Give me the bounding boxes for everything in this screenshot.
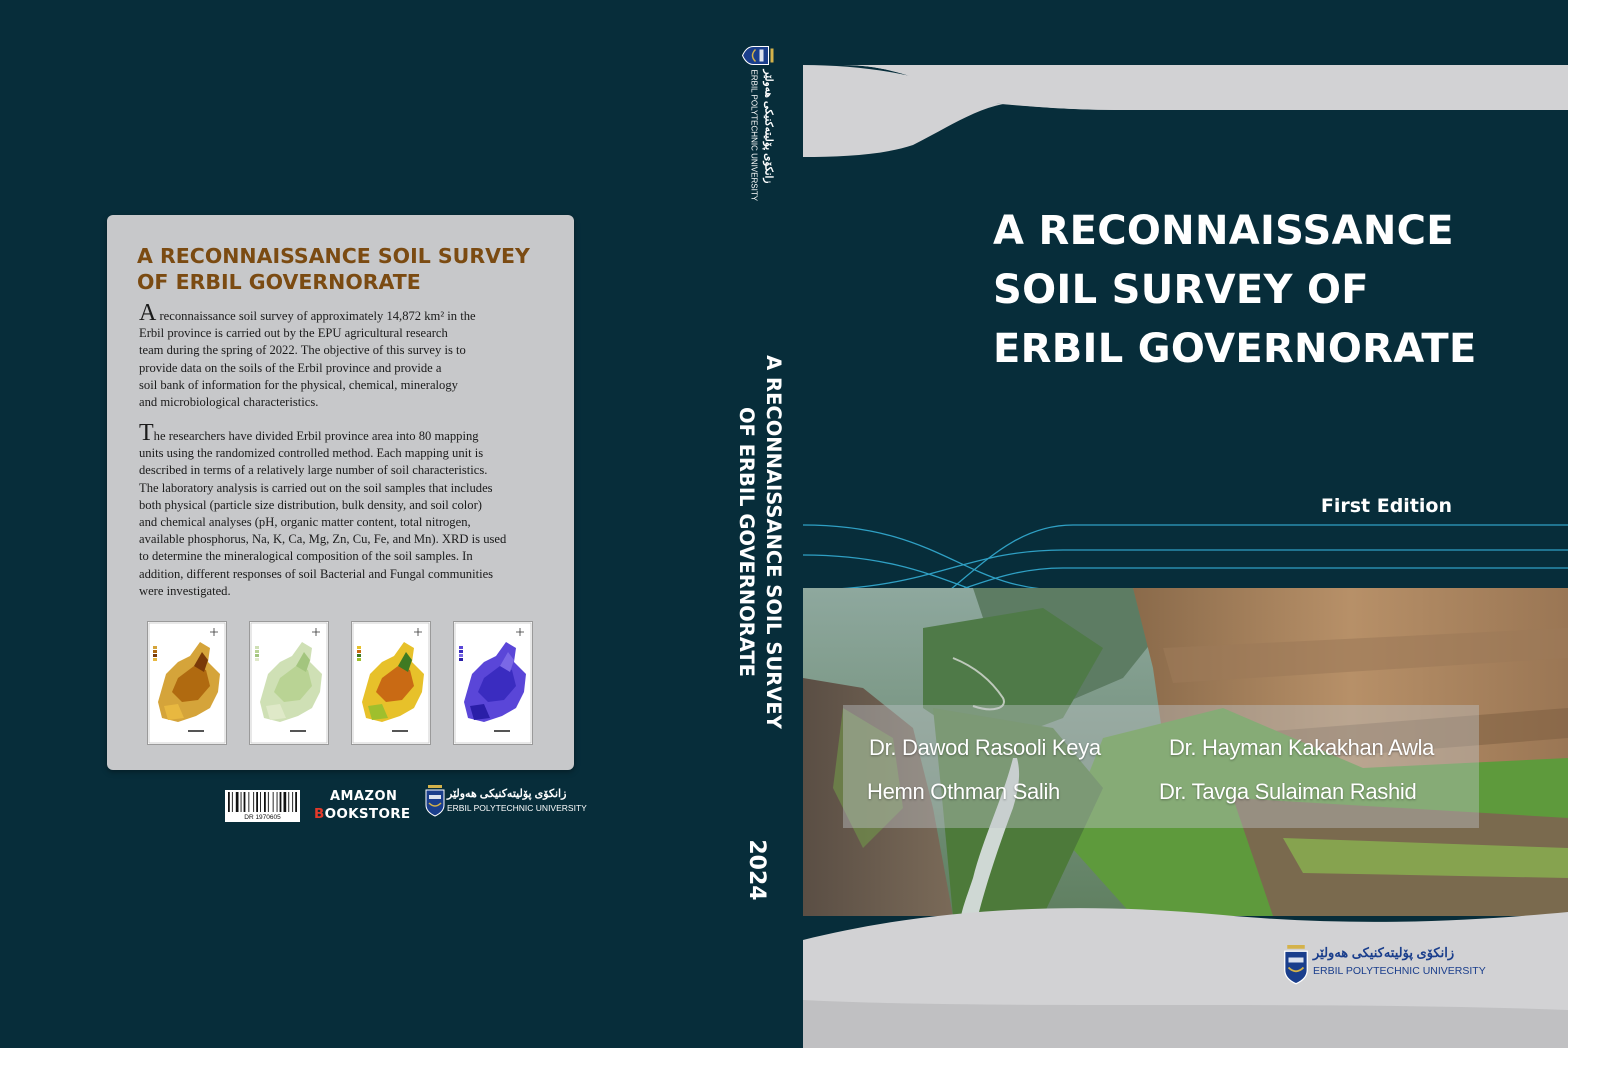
author-name: Dr. Dawod Rasooli Keya (869, 735, 1101, 760)
soil-map-3 (351, 621, 431, 745)
paragraph-line: he researchers have divided Erbil province area into 80 mapping (153, 429, 479, 443)
university-shield-icon (742, 46, 774, 66)
author-name: Dr. Tavga Sulaiman Rashid (1159, 779, 1417, 804)
author-name: Hemn Othman Salih (867, 779, 1060, 804)
soil-map-4-graphic (454, 622, 532, 744)
front-university-name-arabic: زانکۆی پۆلیتەکنیکی هەولێر (1313, 945, 1455, 960)
soil-map-3-graphic (352, 622, 430, 744)
front-title (993, 202, 1553, 379)
back-title-line: A RECONNAISSANCE SOIL SURVEY (137, 244, 530, 268)
paragraph-line: both physical (particle size distribution, bulk density, and soil color) (139, 497, 482, 512)
spine-university-logo (735, 55, 781, 202)
bookstore-rest: OOKSTORE (324, 806, 411, 822)
spine-title-line: A RECONNAISSANCE SOIL SURVEY (762, 355, 785, 729)
front-university-name-english: ERBIL POLYTECHNIC UNIVERSITY (1313, 965, 1486, 977)
author-name: Dr. Hayman Kakakhan Awla (1169, 735, 1435, 760)
paragraph-line: and chemical analyses (pH, organic matter content, total nitrogen, (139, 515, 471, 530)
soil-map-2 (249, 621, 329, 745)
soil-map-thumbnails (147, 621, 537, 745)
top-wave-decoration (803, 0, 1568, 170)
back-title-line: OF ERBIL GOVERNORATE (137, 270, 421, 294)
dropcap: A (139, 300, 157, 326)
barcode-bars (225, 790, 300, 814)
amazon-bookstore-logo (314, 789, 414, 825)
spine-university-name-english: ERBIL POLYTECHNIC UNIVERSITY (749, 69, 759, 202)
front-title-line: SOIL SURVEY OF (993, 267, 1369, 313)
university-name-english: ERBIL POLYTECHNIC UNIVERSITY (447, 803, 587, 813)
university-name-arabic: زانکۆی پۆلیتەکنیکی هەولێر (447, 788, 567, 800)
soil-map-4 (453, 621, 533, 745)
spine-logo-rotated (740, 46, 776, 202)
paragraph-line: The laboratory analysis is carried out on the soil samples that includes (139, 480, 493, 495)
paragraph-line: Erbil province is carried out by the EPU agricultural research (139, 326, 448, 341)
paragraph-line: to determine the mineralogical composition of the soil samples. In (139, 549, 473, 564)
barcode-number: DR 1970605 (244, 814, 281, 821)
spine-year-text: 2024 (744, 839, 769, 901)
summary-paragraph-1 (139, 300, 559, 411)
front-university-logo (1283, 945, 1486, 987)
paragraph-line: units using the randomized controlled method. Each mapping unit is (139, 446, 484, 461)
summary-paragraph-2 (139, 420, 559, 600)
spine-year (736, 835, 776, 905)
bookstore-initial: B (314, 806, 325, 822)
university-shield-icon (425, 785, 445, 817)
paragraph-line: were investigated. (139, 583, 231, 598)
spine-university-name-arabic: زانکۆی پۆلیتەکنیکی هەولێر (762, 69, 775, 184)
paragraph-line: reconnaissance soil survey of approximately 14,872 km² in the (156, 309, 476, 323)
spine-title-line: OF ERBIL GOVERNORATE (735, 407, 758, 677)
paragraph-line: provide data on the soils of the Erbil province and provide a (139, 360, 442, 375)
paragraph-line: addition, different responses of soil Bacterial and Fungal communities (139, 566, 494, 581)
university-shield-icon (1283, 945, 1309, 985)
amazon-wordmark: AMAZON (330, 789, 398, 804)
dropcap: T (139, 420, 154, 446)
paragraph-line: soil bank of information for the physical, chemical, mineralogy (139, 377, 458, 392)
front-cover (803, 0, 1568, 1048)
front-title-line: ERBIL GOVERNORATE (993, 326, 1477, 372)
back-cover-summary-panel (107, 215, 574, 770)
spine-title (727, 352, 787, 732)
paragraph-line: team during the spring of 2022. The objective of this survey is to (139, 343, 466, 358)
paragraph-line: available phosphorus, Na, K, Ca, Mg, Zn, Cu, Fe, and Mn). XRD is used (139, 532, 507, 547)
soil-map-1-graphic (148, 622, 226, 744)
soil-map-1 (147, 621, 227, 745)
isbn-barcode (225, 790, 300, 822)
paragraph-line: and microbiological characteristics. (139, 395, 319, 410)
bookstore-wordmark (314, 806, 410, 822)
spine-title-rotated (727, 352, 787, 732)
authors-panel (843, 705, 1479, 828)
paragraph-line: described in terms of a relatively large number of soil characteristics. (139, 463, 488, 478)
edition-label: First Edition (1320, 495, 1452, 517)
front-title-line: A RECONNAISSANCE (993, 208, 1454, 254)
soil-map-2-graphic (250, 622, 328, 744)
back-university-logo (425, 785, 587, 821)
back-cover-title (137, 243, 557, 295)
